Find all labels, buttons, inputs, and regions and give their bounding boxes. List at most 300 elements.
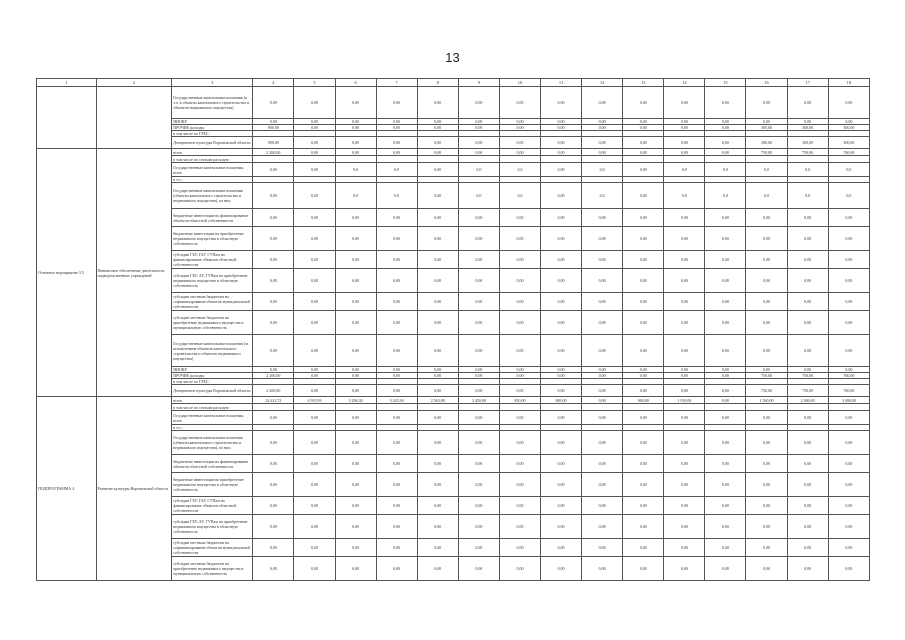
value-cell: 0,00 <box>458 431 499 455</box>
value-cell: 300,00 <box>828 125 869 131</box>
expense-item-cell: субсидии ГБУ, АУ, ГУПам на приобретение недвижимого имущества в областную собственность <box>172 269 253 293</box>
value-cell: 0,00 <box>458 311 499 335</box>
value-cell: 0,00 <box>294 335 335 367</box>
value-cell: 0,00 <box>582 209 623 227</box>
value-cell: 0,00 <box>335 293 376 311</box>
expense-item-cell: в том числе по ГРБС: <box>172 131 253 137</box>
value-cell: 0,00 <box>541 293 582 311</box>
value-cell: 0,00 <box>294 125 335 131</box>
value-cell: 0,00 <box>664 251 705 269</box>
value-cell: 0,00 <box>582 149 623 156</box>
value-cell: 0,00 <box>499 539 540 557</box>
value-cell: 0,00 <box>623 163 664 177</box>
value-cell: 0,00 <box>705 431 746 455</box>
value-cell: 0,00 <box>499 411 540 425</box>
value-cell: 0,00 <box>746 539 787 557</box>
value-cell <box>705 404 746 411</box>
value-cell: 0,00 <box>499 311 540 335</box>
column-header: 17 <box>787 79 828 87</box>
value-cell: 0,00 <box>623 473 664 497</box>
value-cell: 0,0 <box>458 163 499 177</box>
value-cell: 0,00 <box>582 397 623 404</box>
value-cell <box>499 156 540 163</box>
value-cell: 1 560,00 <box>746 397 787 404</box>
value-cell: 0,00 <box>582 515 623 539</box>
value-cell: 0,00 <box>623 269 664 293</box>
expense-item-cell: бюджетные инвестиции на приобретение недвижимого имущества в областную собственность <box>172 473 253 497</box>
expense-item-cell: бюджетные инвестиции на финансирование объектов областной собственности <box>172 209 253 227</box>
value-cell: 0,00 <box>417 119 458 125</box>
value-cell: 0,00 <box>335 515 376 539</box>
value-cell: 0,00 <box>458 335 499 367</box>
value-cell: 3 000,00 <box>828 397 869 404</box>
value-cell: 900,00 <box>253 125 294 131</box>
value-cell: 0,00 <box>582 335 623 367</box>
value-cell: 0,00 <box>417 411 458 425</box>
value-cell: 2 260,00 <box>253 385 294 397</box>
value-cell: 0,00 <box>828 557 869 581</box>
value-cell: 0,00 <box>746 227 787 251</box>
value-cell: 0,00 <box>623 557 664 581</box>
value-cell: 0,00 <box>417 137 458 149</box>
program-name-cell: Финансовое обеспечение деятельности подведомственных учреждений <box>96 149 172 397</box>
value-cell: 0,00 <box>499 227 540 251</box>
value-cell: 0,00 <box>376 311 417 335</box>
value-cell: 0,00 <box>828 497 869 515</box>
value-cell: 0,00 <box>294 497 335 515</box>
value-cell: 0,00 <box>376 251 417 269</box>
column-header: 7 <box>376 79 417 87</box>
value-cell: 0,00 <box>746 367 787 373</box>
value-cell: 0,00 <box>458 455 499 473</box>
value-cell: 0,00 <box>376 539 417 557</box>
value-cell <box>417 156 458 163</box>
column-header: 3 <box>172 79 253 87</box>
table-row <box>37 149 870 156</box>
value-cell: 0,00 <box>582 367 623 373</box>
value-cell: 0,00 <box>582 311 623 335</box>
value-cell: 0,0 <box>458 183 499 209</box>
value-cell <box>294 404 335 411</box>
value-cell: 750,00 <box>787 373 828 379</box>
program-code-cell <box>37 87 97 149</box>
value-cell: 0,00 <box>417 431 458 455</box>
value-cell: 3 245,94 <box>376 397 417 404</box>
value-cell: 0,0 <box>664 163 705 177</box>
expense-item-cell: НИОКР <box>172 119 253 125</box>
value-cell: 0,00 <box>787 411 828 425</box>
header-row <box>37 79 870 87</box>
value-cell: 0,00 <box>499 367 540 373</box>
value-cell: 0,0 <box>828 183 869 209</box>
value-cell: 0,00 <box>499 209 540 227</box>
value-cell: 0,00 <box>376 411 417 425</box>
value-cell: 0,00 <box>541 367 582 373</box>
value-cell: 0,00 <box>253 411 294 425</box>
value-cell: 0,00 <box>335 473 376 497</box>
value-cell: 0,00 <box>458 87 499 119</box>
value-cell: 0,00 <box>294 367 335 373</box>
value-cell: 0,00 <box>376 125 417 131</box>
value-cell: 0,00 <box>828 293 869 311</box>
value-cell: 0,00 <box>746 411 787 425</box>
value-cell: 0,00 <box>417 473 458 497</box>
value-cell: 0,00 <box>458 539 499 557</box>
value-cell: 0,00 <box>541 557 582 581</box>
expense-item-cell: бюджетные инвестиции на приобретение недвижимого имущества в областную собственность <box>172 227 253 251</box>
value-cell <box>664 404 705 411</box>
value-cell: 0,00 <box>664 149 705 156</box>
value-cell: 0,00 <box>705 497 746 515</box>
value-cell: 0,00 <box>828 431 869 455</box>
value-cell: 0,00 <box>664 431 705 455</box>
value-cell: 0,00 <box>417 455 458 473</box>
value-cell: 0,00 <box>253 227 294 251</box>
value-cell: 300,00 <box>746 125 787 131</box>
value-cell: 0,00 <box>541 227 582 251</box>
value-cell: 0,00 <box>335 497 376 515</box>
value-cell: 0,00 <box>582 119 623 125</box>
value-cell: 0,00 <box>499 373 540 379</box>
value-cell: 2 000,00 <box>787 397 828 404</box>
value-cell: 869,00 <box>541 397 582 404</box>
value-cell <box>541 156 582 163</box>
value-cell <box>623 156 664 163</box>
value-cell: 0,00 <box>294 473 335 497</box>
value-cell: 0,00 <box>623 119 664 125</box>
value-cell: 0,00 <box>253 209 294 227</box>
value-cell: 0,00 <box>417 367 458 373</box>
value-cell: 0,00 <box>664 385 705 397</box>
expense-item-cell: Государственные капитальные вложения (объекты капитального строительства и недвижимого имущества), из них: <box>172 183 253 209</box>
expense-item-cell: Департамент культуры Воронежской области <box>172 385 253 397</box>
value-cell: 0,00 <box>335 125 376 131</box>
value-cell: 750,00 <box>746 373 787 379</box>
value-cell: 0,00 <box>376 87 417 119</box>
value-cell: 0,00 <box>335 539 376 557</box>
value-cell: 0,0 <box>499 163 540 177</box>
value-cell: 0,00 <box>541 119 582 125</box>
value-cell: 0,00 <box>828 87 869 119</box>
value-cell: 0,0 <box>787 163 828 177</box>
value-cell: 0,00 <box>705 373 746 379</box>
value-cell: 0,00 <box>746 497 787 515</box>
value-cell: 0,00 <box>746 431 787 455</box>
value-cell: 0,00 <box>705 293 746 311</box>
value-cell: 0,00 <box>828 251 869 269</box>
value-cell: 0,00 <box>582 137 623 149</box>
value-cell: 0,00 <box>294 227 335 251</box>
value-cell: 0,00 <box>376 367 417 373</box>
value-cell: 0,0 <box>664 183 705 209</box>
value-cell: 0,00 <box>828 539 869 557</box>
value-cell <box>253 156 294 163</box>
value-cell: 0,00 <box>294 149 335 156</box>
value-cell: 4 910,93 <box>294 397 335 404</box>
value-cell: 3 296,30 <box>335 397 376 404</box>
value-cell: 0,00 <box>253 269 294 293</box>
value-cell: 0,00 <box>499 431 540 455</box>
value-cell: 0,00 <box>787 431 828 455</box>
value-cell: 0,0 <box>746 183 787 209</box>
value-cell: 0,00 <box>541 87 582 119</box>
value-cell: 0,00 <box>417 269 458 293</box>
value-cell: 0,00 <box>664 293 705 311</box>
value-cell: 750,00 <box>787 149 828 156</box>
column-header: 16 <box>746 79 787 87</box>
value-cell: 0,00 <box>376 515 417 539</box>
value-cell: 760,00 <box>828 385 869 397</box>
value-cell: 0,00 <box>705 311 746 335</box>
value-cell: 0,00 <box>787 539 828 557</box>
value-cell: 0,00 <box>335 367 376 373</box>
value-cell: 0,00 <box>541 251 582 269</box>
value-cell: 0,00 <box>623 183 664 209</box>
value-cell: 0,00 <box>458 293 499 311</box>
value-cell: 0,00 <box>458 557 499 581</box>
column-header: 8 <box>417 79 458 87</box>
value-cell: 0,00 <box>664 335 705 367</box>
column-header: 6 <box>335 79 376 87</box>
value-cell: 0,00 <box>294 87 335 119</box>
value-cell: 0,00 <box>417 163 458 177</box>
value-cell: 0,00 <box>705 149 746 156</box>
value-cell: 0,00 <box>664 557 705 581</box>
value-cell: 0,00 <box>623 311 664 335</box>
value-cell: 0,00 <box>746 335 787 367</box>
expense-item-cell: Государственные капитальные вложения, всего <box>172 411 253 425</box>
value-cell: 0,00 <box>376 227 417 251</box>
value-cell <box>746 156 787 163</box>
value-cell <box>376 404 417 411</box>
column-header: 14 <box>664 79 705 87</box>
value-cell: 0,00 <box>623 87 664 119</box>
value-cell: 0,00 <box>623 137 664 149</box>
value-cell: 0,00 <box>499 385 540 397</box>
value-cell: 0,00 <box>417 293 458 311</box>
program-name-cell <box>96 87 172 149</box>
value-cell: 900,00 <box>253 137 294 149</box>
value-cell: 0,00 <box>623 385 664 397</box>
value-cell: 0,00 <box>828 515 869 539</box>
expense-item-cell: Государственные капитальные вложения (объекты капитального строительства и недвижимого имущества), из них: <box>172 431 253 455</box>
value-cell: 0,00 <box>828 411 869 425</box>
value-cell: 0,00 <box>417 497 458 515</box>
value-cell: 0,00 <box>787 251 828 269</box>
expense-item-cell: ПРОЧИЕ расходы <box>172 125 253 131</box>
value-cell: 0,00 <box>541 183 582 209</box>
column-header: 1 <box>37 79 97 87</box>
value-cell <box>458 404 499 411</box>
value-cell: 0,00 <box>376 149 417 156</box>
value-cell: 0,00 <box>253 515 294 539</box>
value-cell: 0,00 <box>541 539 582 557</box>
value-cell: 0,00 <box>746 87 787 119</box>
value-cell: 0,00 <box>294 373 335 379</box>
value-cell: 0,00 <box>499 149 540 156</box>
expense-item-cell: в том числе по статьям расходов: <box>172 156 253 163</box>
value-cell: 0,00 <box>582 411 623 425</box>
value-cell: 0,00 <box>458 137 499 149</box>
value-cell: 0,00 <box>664 367 705 373</box>
column-header: 11 <box>541 79 582 87</box>
value-cell: 0,00 <box>705 269 746 293</box>
table-row <box>37 87 870 119</box>
value-cell: 0,00 <box>417 373 458 379</box>
value-cell: 0,00 <box>664 227 705 251</box>
value-cell: 0,00 <box>376 473 417 497</box>
value-cell: 0,00 <box>828 473 869 497</box>
value-cell: 0,00 <box>499 87 540 119</box>
value-cell: 0,00 <box>746 119 787 125</box>
value-cell: 0,00 <box>253 497 294 515</box>
value-cell: 0,00 <box>253 539 294 557</box>
value-cell: 0,00 <box>417 125 458 131</box>
value-cell: 0,00 <box>335 557 376 581</box>
value-cell: 0,00 <box>746 515 787 539</box>
value-cell: 0,00 <box>458 385 499 397</box>
column-header: 10 <box>499 79 540 87</box>
value-cell: 0,00 <box>294 209 335 227</box>
expense-item-cell: субсидии местным бюджетам на приобретение недвижимого имущества в муниципальную собственность <box>172 311 253 335</box>
value-cell: 0,00 <box>541 497 582 515</box>
value-cell: 0,00 <box>294 431 335 455</box>
value-cell: 0,00 <box>705 455 746 473</box>
value-cell: 0,00 <box>705 385 746 397</box>
expense-item-cell: в т.ч.: <box>172 425 253 431</box>
value-cell: 0,0 <box>828 163 869 177</box>
value-cell: 0,00 <box>787 209 828 227</box>
value-cell: 0,00 <box>335 385 376 397</box>
column-header: 15 <box>705 79 746 87</box>
value-cell: 0,00 <box>253 455 294 473</box>
program-code-cell: Основное мероприятие 3.5 <box>37 149 97 397</box>
value-cell: 0,00 <box>458 373 499 379</box>
value-cell: 0,00 <box>458 227 499 251</box>
value-cell: 0,00 <box>705 87 746 119</box>
value-cell: 0,00 <box>417 209 458 227</box>
column-header: 12 <box>582 79 623 87</box>
value-cell: 2 260,00 <box>253 373 294 379</box>
value-cell: 0,00 <box>253 183 294 209</box>
value-cell: 0,00 <box>458 125 499 131</box>
value-cell: 0,00 <box>294 311 335 335</box>
value-cell: 0,00 <box>828 227 869 251</box>
value-cell: 0,00 <box>294 385 335 397</box>
value-cell: 0,00 <box>623 335 664 367</box>
value-cell: 0,00 <box>335 227 376 251</box>
value-cell: 0,00 <box>787 311 828 335</box>
value-cell: 0,0 <box>335 183 376 209</box>
value-cell: 0,00 <box>417 539 458 557</box>
value-cell <box>623 404 664 411</box>
value-cell: 0,00 <box>499 473 540 497</box>
value-cell: 0,00 <box>499 497 540 515</box>
value-cell: 0,00 <box>335 149 376 156</box>
value-cell: 0,00 <box>582 251 623 269</box>
value-cell: 0,00 <box>705 473 746 497</box>
value-cell: 0,00 <box>582 373 623 379</box>
value-cell: 0,00 <box>705 335 746 367</box>
value-cell: 0,00 <box>499 119 540 125</box>
value-cell: 0,00 <box>787 227 828 251</box>
value-cell: 0,00 <box>623 539 664 557</box>
value-cell: 0,00 <box>294 455 335 473</box>
value-cell: 0,00 <box>664 87 705 119</box>
value-cell: 0,00 <box>623 431 664 455</box>
value-cell: 0,00 <box>335 431 376 455</box>
program-name-cell: Развитие культуры Воронежской области <box>96 397 172 581</box>
value-cell: 0,00 <box>664 137 705 149</box>
value-cell: 0,00 <box>253 119 294 125</box>
value-cell: 0,00 <box>705 397 746 404</box>
value-cell: 0,00 <box>787 293 828 311</box>
program-code-cell: ПОДПРОГРАММА 4 <box>37 397 97 581</box>
value-cell: 0,00 <box>664 209 705 227</box>
expense-item-cell: в т.ч.: <box>172 177 253 183</box>
expense-item-cell: всего <box>172 149 253 156</box>
value-cell: 0,00 <box>541 163 582 177</box>
value-cell: 0,00 <box>664 125 705 131</box>
value-cell: 0,00 <box>253 335 294 367</box>
value-cell: 0,00 <box>623 367 664 373</box>
value-cell: 750,00 <box>746 149 787 156</box>
value-cell: 0,00 <box>335 411 376 425</box>
value-cell <box>664 156 705 163</box>
value-cell: 0,00 <box>499 455 540 473</box>
value-cell: 0,00 <box>664 473 705 497</box>
expense-item-cell: субсидии ГБУ, ГАУ, ГУПам на финансирование объектов областной собственности <box>172 251 253 269</box>
expense-item-cell: всего <box>172 397 253 404</box>
value-cell: 0,00 <box>541 137 582 149</box>
value-cell: 0,00 <box>623 373 664 379</box>
value-cell: 0,00 <box>828 209 869 227</box>
value-cell: 0,00 <box>458 119 499 125</box>
expense-item-cell: Государственные капитальные вложения (в т.ч. в объекты капитального строительства и объектов недвижимого имущества) <box>172 87 253 119</box>
value-cell: 0,00 <box>376 209 417 227</box>
value-cell <box>294 156 335 163</box>
value-cell: 0,00 <box>623 515 664 539</box>
value-cell: 0,00 <box>746 293 787 311</box>
value-cell: 0,00 <box>541 125 582 131</box>
value-cell: 0,00 <box>376 431 417 455</box>
value-cell: 0,00 <box>664 311 705 335</box>
value-cell: 850,00 <box>499 397 540 404</box>
value-cell: 0,00 <box>541 455 582 473</box>
value-cell: 0,00 <box>499 293 540 311</box>
value-cell: 0,0 <box>499 183 540 209</box>
value-cell: 0,00 <box>294 515 335 539</box>
value-cell <box>828 156 869 163</box>
value-cell: 0,00 <box>705 227 746 251</box>
value-cell: 0,00 <box>376 293 417 311</box>
value-cell: 0,00 <box>376 455 417 473</box>
value-cell: 0,00 <box>541 311 582 335</box>
value-cell: 0,00 <box>541 385 582 397</box>
value-cell <box>828 404 869 411</box>
value-cell: 0,0 <box>705 163 746 177</box>
value-cell <box>541 404 582 411</box>
value-cell <box>787 404 828 411</box>
value-cell: 0,00 <box>746 557 787 581</box>
value-cell: 0,00 <box>582 431 623 455</box>
value-cell: 0,00 <box>294 137 335 149</box>
value-cell: 0,00 <box>828 367 869 373</box>
value-cell: 300,00 <box>787 137 828 149</box>
value-cell: 0,00 <box>458 497 499 515</box>
value-cell: 0,00 <box>787 473 828 497</box>
value-cell <box>376 156 417 163</box>
